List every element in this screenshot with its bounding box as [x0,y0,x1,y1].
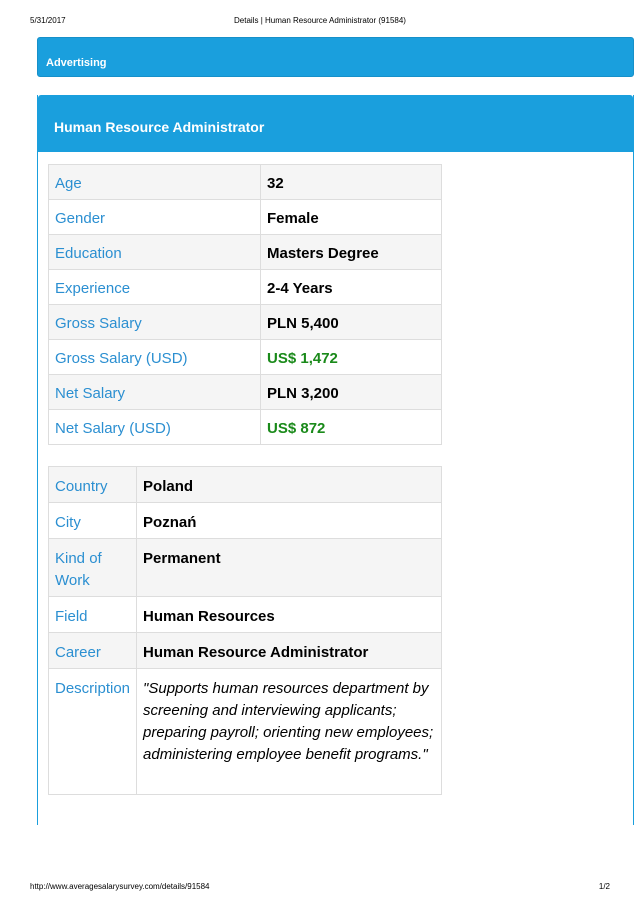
table-row [49,597,442,633]
table-row [49,410,442,445]
row-value: Poland [137,467,442,503]
row-value: 32 [261,165,442,200]
row-label: Age [49,165,261,200]
row-label: Gender [49,200,261,235]
advertising-label: Advertising [46,57,107,69]
row-label: Kind of Work [49,539,137,597]
table-row [49,633,442,669]
table-row [49,669,442,795]
row-value-usd: US$ 1,472 [261,340,442,375]
row-value: Female [261,200,442,235]
row-value: Permanent [137,539,442,597]
row-value: Poznań [137,503,442,539]
table-row [49,235,442,270]
row-value: PLN 3,200 [261,375,442,410]
page-title: Human Resource Administrator [54,119,265,135]
details-panel-header [38,95,633,152]
row-value: Masters Degree [261,235,442,270]
table-row [49,503,442,539]
table-row [49,375,442,410]
job-details-table [48,466,442,795]
table-row [49,340,442,375]
row-label: Net Salary (USD) [49,410,261,445]
row-value-usd: US$ 872 [261,410,442,445]
row-label: Education [49,235,261,270]
description-value: "Supports human resources department by screening and interviewing applicants; preparing payroll; orienting new employees; administering employee benefit programs." [137,669,442,795]
row-label: Gross Salary (USD) [49,340,261,375]
print-date: 5/31/2017 [30,16,66,25]
advertising-panel [37,37,634,77]
row-label: Career [49,633,137,669]
table-row [49,200,442,235]
row-label: Field [49,597,137,633]
table-row [49,270,442,305]
row-label: Net Salary [49,375,261,410]
row-value: Human Resource Administrator [137,633,442,669]
salary-table [48,164,442,445]
print-page-title: Details | Human Resource Administrator (91584) [234,16,406,25]
table-row [49,467,442,503]
row-label: Gross Salary [49,305,261,340]
table-row [49,165,442,200]
row-label: Country [49,467,137,503]
row-value: PLN 5,400 [261,305,442,340]
row-label: Experience [49,270,261,305]
row-label: Description [49,669,137,795]
print-page-number: 1/2 [598,882,610,891]
table-row [49,539,442,597]
row-value: Human Resources [137,597,442,633]
print-url: http://www.averagesalarysurvey.com/details/91584 [30,882,210,891]
table-row [49,305,442,340]
row-label: City [49,503,137,539]
row-value: 2-4 Years [261,270,442,305]
